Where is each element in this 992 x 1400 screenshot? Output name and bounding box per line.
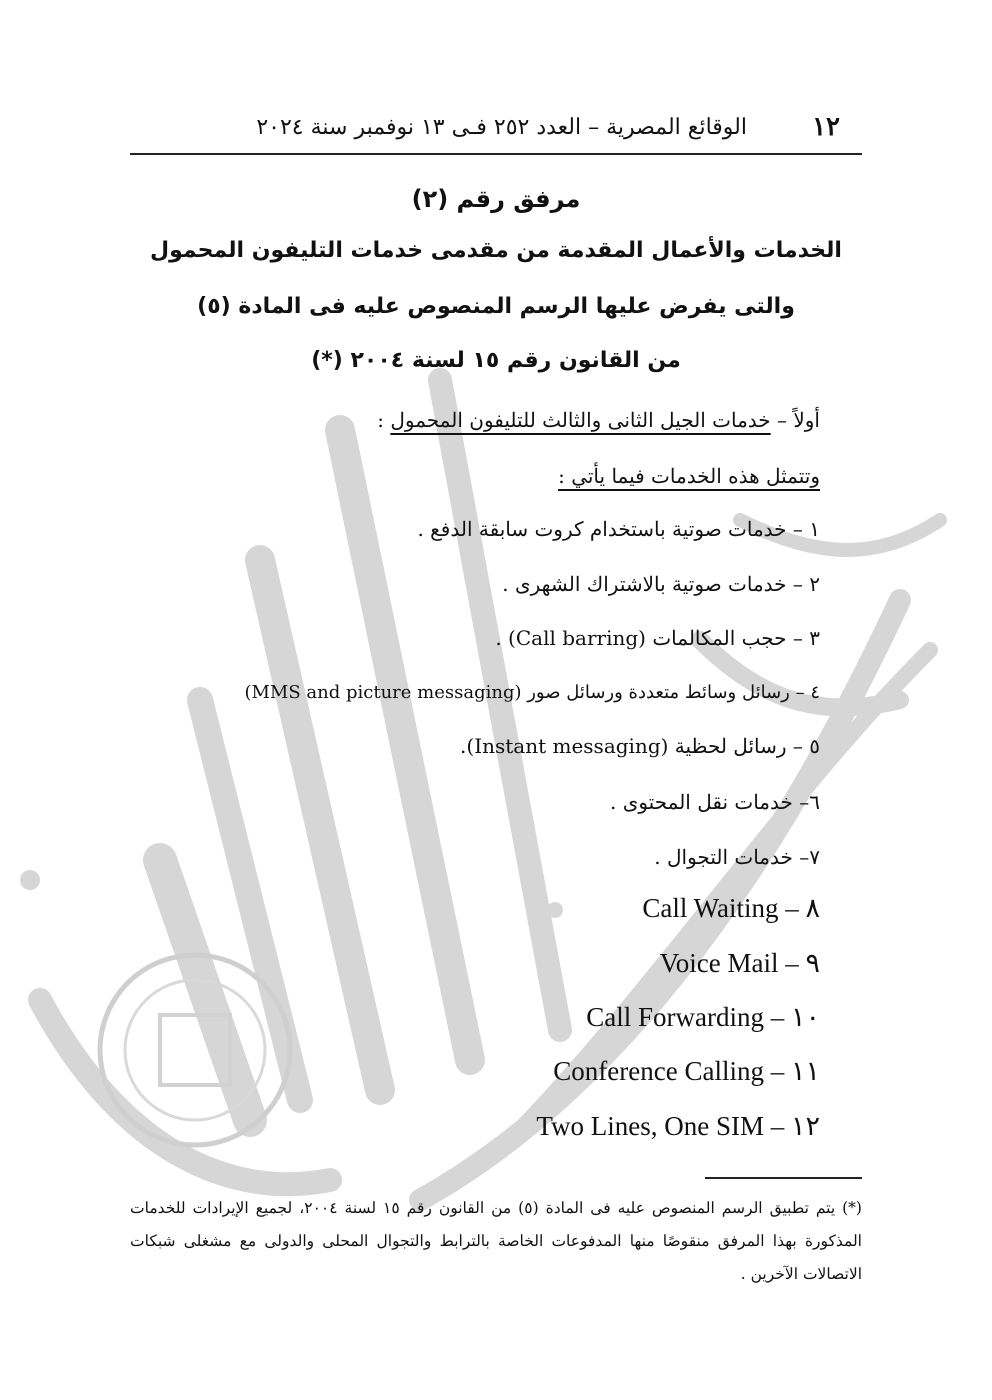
section-suffix: : xyxy=(377,408,391,432)
document-title-line-2: والتى يفرض عليها الرسم المنصوص عليه فى المادة (٥) xyxy=(197,294,795,319)
list-item: ٧– خدمات التجوال . xyxy=(654,845,820,869)
attachment-title: مرفق رقم (٢) xyxy=(411,185,581,213)
gazette-issue-title: الوقائع المصرية – العدد ٢٥٢ فـى ١٣ نوفمبر سنة ٢٠٢٤ xyxy=(256,115,747,140)
list-item: Call Waiting – ٨ xyxy=(642,893,820,923)
list-item: Two Lines, One SIM – ١٢ xyxy=(536,1111,820,1141)
footnote-divider xyxy=(705,1177,862,1179)
page-number: ١٢ xyxy=(812,112,840,142)
document-title-line-1: الخدمات والأعمال المقدمة من مقدمى خدمات التليفون المحمول xyxy=(150,238,842,263)
header-divider xyxy=(130,153,862,155)
section-heading-text: خدمات الجيل الثانى والثالث للتليفون المحمول xyxy=(390,408,771,432)
list-item: ٤ – رسائل وسائط متعددة ورسائل صور (MMS and picture messaging) xyxy=(244,682,820,703)
section-prefix: أولاً – xyxy=(770,408,820,432)
list-item: Call Forwarding – ١٠ xyxy=(586,1002,820,1032)
list-item: Conference Calling – ١١ xyxy=(553,1056,820,1086)
list-item: ٢ – خدمات صوتية بالاشتراك الشهرى . xyxy=(502,572,820,596)
page-header xyxy=(130,112,862,146)
section-heading xyxy=(377,408,820,432)
list-item: ٣ – حجب المكالمات (Call barring) . xyxy=(495,626,820,650)
list-item: Voice Mail – ٩ xyxy=(659,948,820,978)
document-title-line-3: من القانون رقم ١٥ لسنة ٢٠٠٤ (*) xyxy=(311,348,681,373)
section-intro: وتتمثل هذه الخدمات فيما يأتي : xyxy=(558,464,820,488)
footnote: (*) يتم تطبيق الرسم المنصوص عليه فى المادة (٥) من القانون رقم ١٥ لسنة ٢٠٠٤، لجميع الإيرادات للخدمات المذكورة بهذا المرفق منقوصًا منها المدفوعات الخاصة بالترابط والتجوال المحلى والدولى مع مشغلى شبكات الاتصالات الآخرين . xyxy=(130,1199,862,1283)
list-item: ٦– خدمات نقل المحتوى . xyxy=(609,790,820,814)
list-item: ١ – خدمات صوتية باستخدام كروت سابقة الدفع . xyxy=(417,517,820,541)
list-item: ٥ – رسائل لحظية (Instant messaging). xyxy=(460,734,820,758)
